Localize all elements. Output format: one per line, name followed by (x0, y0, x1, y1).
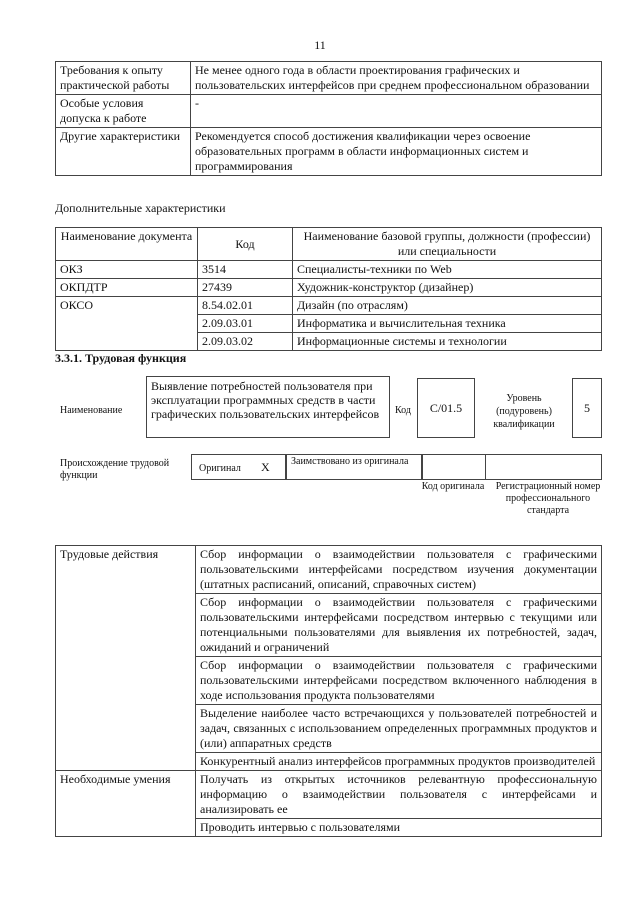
row-label: Другие характеристики (56, 128, 191, 176)
cell-code: 27439 (198, 279, 293, 297)
level-label: Уровень (подуровень) квалификации (493, 393, 555, 430)
actions-label: Трудовые действия (56, 546, 196, 771)
row-label: Особые условия допуска к работе (56, 95, 191, 128)
table-row (56, 279, 602, 297)
cell-code: 2.09.03.01 (198, 315, 293, 333)
code-label: Код (395, 405, 411, 416)
header-document: Наименование документа (56, 228, 198, 261)
table-row (56, 95, 602, 128)
row-label: Требования к опыту практической работы (56, 62, 191, 95)
skills-label: Необходимые умения (56, 771, 196, 837)
function-code-box (417, 378, 475, 438)
name-label: Наименование (60, 405, 123, 416)
action-item: Сбор информации о взаимодействии пользователя с графическими пользовательскими интерфейсами посредством включенного наблюдения в ходе использования продукта пользователями (196, 657, 602, 705)
cell-doc: ОКСО (56, 297, 198, 351)
origin-label: Происхождение трудовой функции (60, 458, 170, 481)
cell-doc: ОКПДТР (56, 279, 198, 297)
action-item: Сбор информации о взаимодействии пользователя с графическими пользовательскими интерфейсами посредством интервью с текущими или потенциальными пользователями для выявления их потребностей, задач, ожиданий и ограничений (196, 594, 602, 657)
table-row (56, 771, 602, 819)
cell-name: Информатика и вычислительная техника (293, 315, 602, 333)
work-table (55, 545, 602, 837)
header-name: Наименование базовой группы, должности (профессии) или специальности (293, 228, 602, 261)
action-item: Выделение наиболее часто встречающихся у пользователей потребностей и задач, связанных с использованием определенных программных продуктов и (или) аппаратных средств (196, 705, 602, 753)
action-item: Сбор информации о взаимодействии пользователя с графическими пользовательскими интерфейсами посредством изучения документации (штатных расписаний, описаний, справочных систем) (196, 546, 602, 594)
cell-name: Дизайн (по отраслям) (293, 297, 602, 315)
section-title: 3.3.1. Трудовая функция (55, 351, 187, 365)
row-value: Не менее одного года в области проектирования графических и пользовательских интерфейсов при среднем профессиональном образовании (191, 62, 602, 95)
cell-doc: ОКЗ (56, 261, 198, 279)
original-mark: X (261, 460, 270, 474)
requirements-table (55, 61, 602, 176)
code-original-cell (422, 454, 486, 480)
cell-code: 2.09.03.02 (198, 333, 293, 351)
additional-table (55, 227, 602, 351)
cell-name: Информационные системы и технологии (293, 333, 602, 351)
row-value: Рекомендуется способ достижения квалификации через освоение образовательных программ в области информационных систем и программирования (191, 128, 602, 176)
table-row (56, 62, 602, 95)
level-box (572, 378, 602, 438)
action-item: Конкурентный анализ интерфейсов программных продуктов производителей (196, 753, 602, 771)
cell-name: Художник-конструктор (дизайнер) (293, 279, 602, 297)
function-code: C/01.5 (429, 400, 463, 415)
skill-item: Проводить интервью с пользователями (196, 819, 602, 837)
original-label: Оригинал (199, 463, 241, 474)
row-value: - (191, 95, 602, 128)
table-row (56, 128, 602, 176)
page-number: 11 (314, 38, 326, 52)
skill-item: Получать из открытых источников релевантную профессиональную информацию о взаимодействии пользователя с интерфейсами и анализировать ее (196, 771, 602, 819)
reg-number-caption: Регистрационный номер профессионального стандарта (495, 481, 601, 516)
level-value: 5 (584, 400, 590, 415)
cell-code: 3514 (198, 261, 293, 279)
table-row (56, 546, 602, 594)
borrowed-label: Заимствовано из оригинала (291, 456, 409, 467)
function-name: Выявление потребностей пользователя при эксплуатации программных средств в части графических пользовательских интерфейсов (151, 379, 380, 421)
table-header-row (56, 228, 602, 261)
function-name-box (146, 376, 390, 438)
cell-code: 8.54.02.01 (198, 297, 293, 315)
additional-title: Дополнительные характеристики (55, 201, 226, 215)
header-code: Код (198, 228, 293, 261)
code-original-caption: Код оригинала (421, 481, 485, 492)
cell-name: Специалисты-техники по Web (293, 261, 602, 279)
table-row (56, 261, 602, 279)
table-row (56, 297, 602, 315)
